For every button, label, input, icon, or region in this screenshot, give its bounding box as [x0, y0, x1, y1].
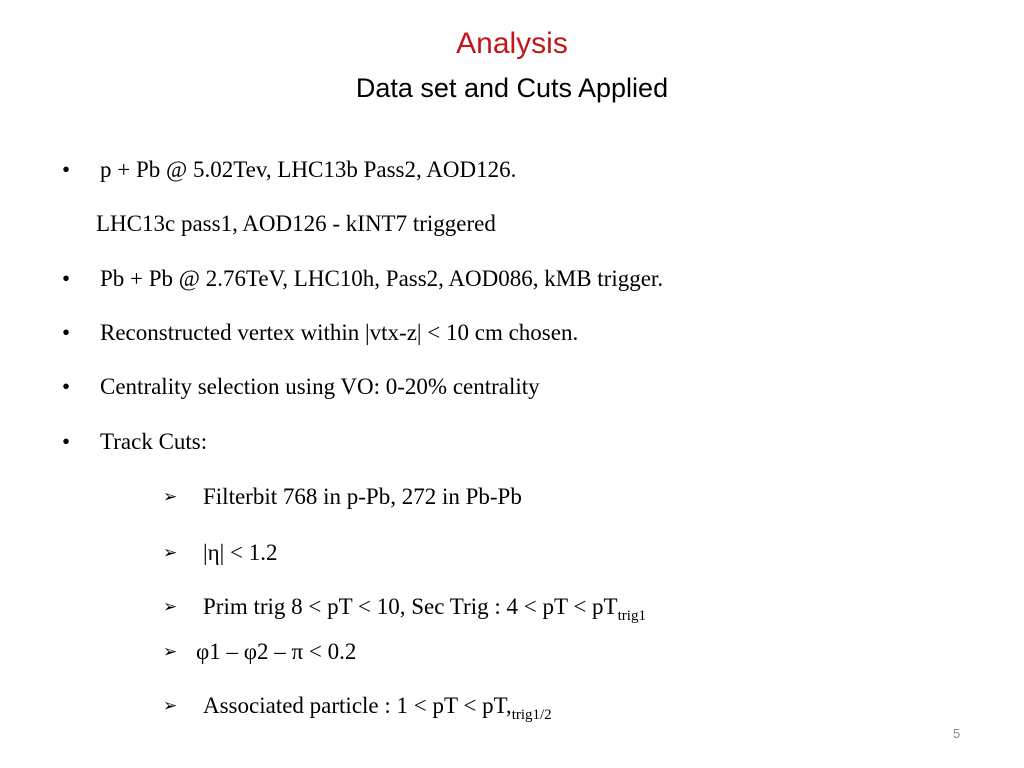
- sub-bullet-text: Filterbit 768 in p-Pb, 272 in Pb-Pb: [203, 484, 522, 509]
- bullet-text: Track Cuts:: [100, 429, 208, 454]
- subscript-trig: trig1/2: [511, 707, 552, 723]
- page-number: 5: [953, 726, 961, 741]
- subscript-trig: trig1: [617, 608, 646, 624]
- sub-bullet-main: Associated particle : 1 < pT < pT,: [203, 693, 512, 718]
- arrow-bullet-icon: ➢: [163, 696, 178, 716]
- bullet-text: Centrality selection using VO: 0-20% centrality: [100, 374, 540, 399]
- bullet-marker: •: [62, 266, 71, 291]
- sub-bullet-text: |η| < 1.2: [203, 540, 278, 565]
- sub-bullet-main: Prim trig 8 < pT < 10, Sec Trig : 4 < pT < pT: [203, 594, 618, 619]
- bullet-text: Reconstructed vertex within |vtx-z| < 10 cm chosen.: [100, 320, 579, 345]
- sub-bullet-text: [203, 593, 646, 630]
- bullet-marker: •: [62, 157, 71, 182]
- slide-subtitle: Data set and Cuts Applied: [355, 73, 669, 103]
- bullet-marker: •: [62, 429, 71, 454]
- arrow-bullet-icon: ➢: [163, 597, 178, 617]
- bullet-text: p + Pb @ 5.02Tev, LHC13b Pass2, AOD126.: [100, 157, 517, 182]
- sub-bullet-text: [203, 692, 552, 729]
- slide-title: Analysis: [456, 27, 568, 60]
- arrow-bullet-icon: ➢: [163, 642, 178, 662]
- bullet-text: Pb + Pb @ 2.76TeV, LHC10h, Pass2, AOD086, kMB trigger.: [100, 266, 664, 291]
- bullet-marker: •: [62, 374, 71, 399]
- arrow-bullet-icon: ➢: [163, 543, 178, 563]
- sub-bullet-text: φ1 – φ2 – π < 0.2: [196, 639, 357, 664]
- arrow-bullet-icon: ➢: [163, 487, 178, 507]
- bullet-text: LHC13c pass1, AOD126 - kINT7 triggered: [96, 211, 496, 236]
- bullet-marker: •: [62, 320, 71, 345]
